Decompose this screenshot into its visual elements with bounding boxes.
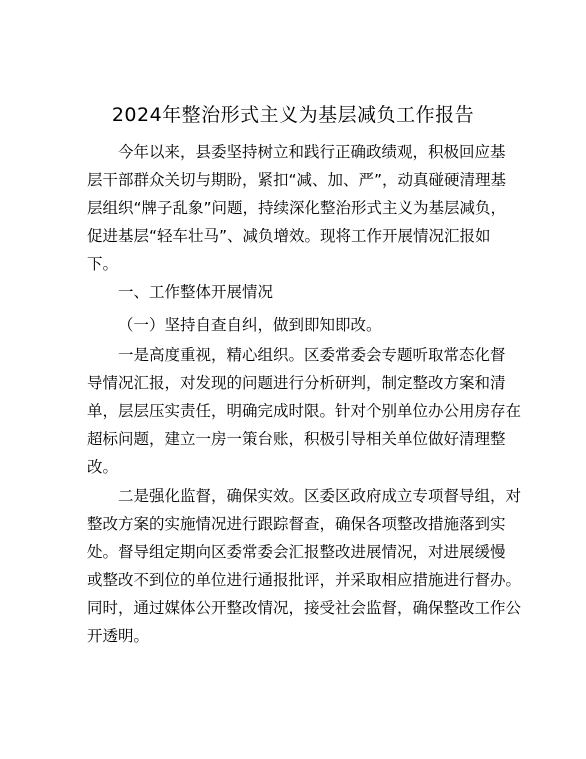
paragraph-second-point — [87, 482, 522, 650]
paragraph-line: 促进基层“轻车壮马”、减负增效。现将工作开展情况汇报如 — [87, 227, 491, 245]
section-heading-text: 一、工作整体开展情况 — [118, 283, 274, 301]
paragraph-line: 二是强化监督，确保实效。区委区政府成立专项督导组，对 — [118, 487, 522, 505]
paragraph-line: 开透明。 — [87, 627, 150, 645]
paragraph-line: 下。 — [87, 255, 119, 273]
paragraph-line: 处。督导组定期向区委常委会汇报整改进展情况，对进展缓慢 — [87, 543, 506, 561]
paragraph-line: 改。 — [87, 458, 119, 476]
paragraph-first-point — [87, 341, 522, 481]
paragraph-line: 单，层层压实责任，明确完成时限。针对个别单位办公用房存在 — [87, 402, 522, 420]
paragraph-line: 超标问题，建立一房一策台账，积极引导相关单位做好清理整 — [87, 430, 506, 448]
document-title: 2024年整治形式主义为基层减负工作报告 — [111, 104, 475, 126]
paragraph-line: 导情况汇报，对发现的问题进行分析研判，制定整改方案和清 — [87, 374, 506, 392]
subsection-heading-text: （一）坚持自查自纠，做到即知即改。 — [118, 316, 382, 334]
paragraph-line: 或整改不到位的单位进行通报批评，并采取相应措施进行督办。 — [87, 571, 522, 589]
paragraph-line: 层干部群众关切与期盼，紧扣“减、加、严”，动真碰硬清理基 — [87, 171, 507, 189]
paragraph-line: 层组织“牌子乱象”问题，持续深化整治形式主义为基层减负， — [87, 199, 507, 217]
paragraph-line: 今年以来，县委坚持树立和践行正确政绩观，积极回应基 — [118, 143, 506, 161]
paragraph-line: 同时，通过媒体公开整改情况，接受社会监督，确保整改工作公 — [87, 599, 522, 617]
section-heading — [87, 278, 503, 306]
paragraph-intro — [87, 138, 507, 278]
subsection-heading — [87, 311, 503, 339]
paragraph-line: 整改方案的实施情况进行跟踪督查，确保各项整改措施落到实 — [87, 515, 506, 533]
paragraph-line: 一是高度重视，精心组织。区委常委会专题听取常态化督 — [118, 346, 506, 364]
